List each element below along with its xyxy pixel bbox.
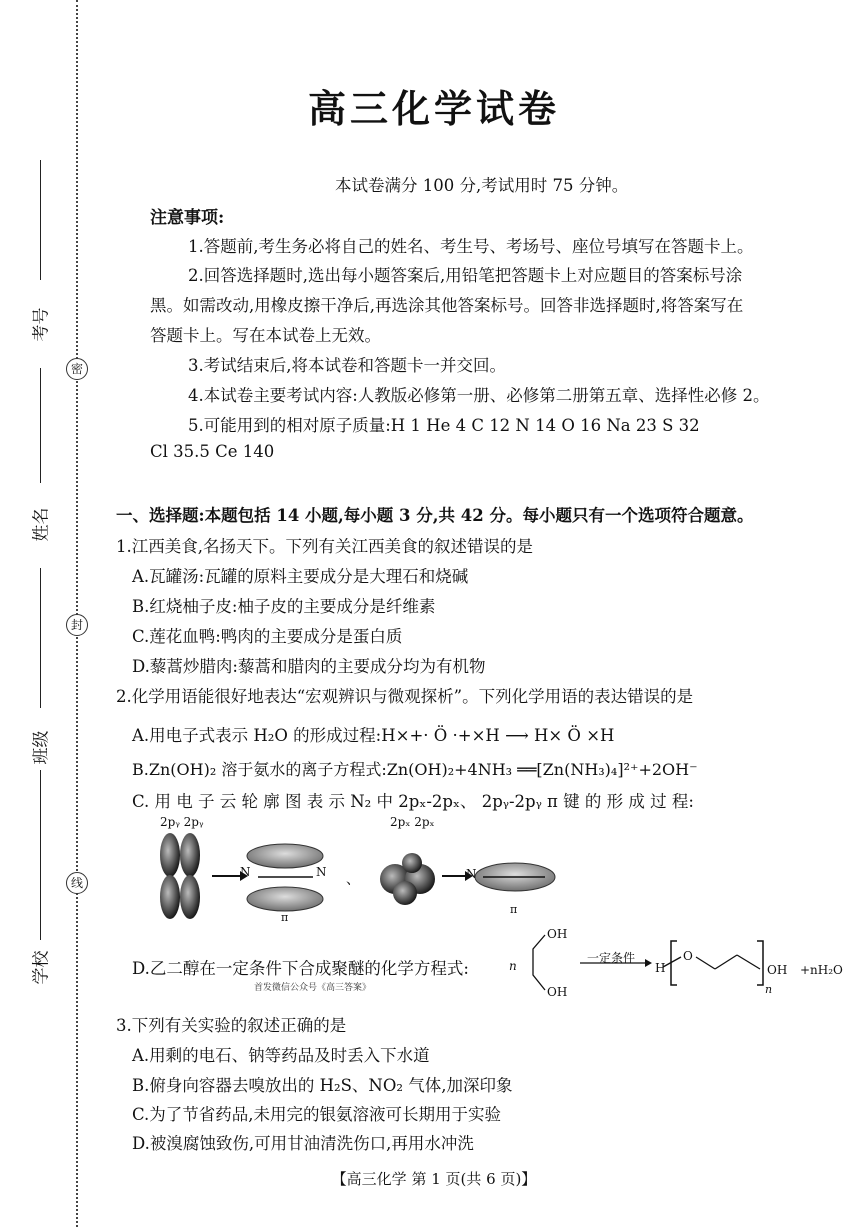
condition-label: 一定条件 [587,951,636,965]
oh-top: OH [547,927,568,941]
question-2-stem: 2.化学用语能很好地表达“宏观辨识与微观探析”。下列化学用语的表达错误的是 [116,687,694,706]
notice-line: 黑。如需改动,用橡皮擦干净后,再选涂其他答案标号。回答非选择题时,将答案写在 [150,296,744,315]
question-1-option: A.瓦罐汤:瓦罐的原料主要成分是大理石和烧碱 [132,567,469,586]
seal-xian: 线 [66,872,88,894]
question-2-option-d: D.乙二醇在一定条件下合成聚醚的化学方程式: [132,959,469,978]
seal-feng: 封 [66,614,88,636]
question-2-option-a: A.用电子式表示 H₂O 的形成过程:H×+· Ö ·+×H ⟶ H× Ö ×H [132,726,615,745]
notice-line: Cl 35.5 Ce 140 [150,442,275,461]
notice-line: 2.回答选择题时,选出每小题答案后,用铅笔把答题卡上对应题目的答案标号涂 [188,266,743,285]
orbital-figure [150,815,570,925]
question-1-option: B.红烧柚子皮:柚子皮的主要成分是纤维素 [132,597,436,616]
end-oh: OH [767,963,788,977]
coef-n: n [509,959,517,973]
class-label: 班级 [31,730,52,765]
n-label: N [240,865,251,879]
class-line[interactable] [40,568,41,708]
question-3-option: B.俯身向容器去嗅放出的 H₂S、NO₂ 气体,加深印象 [132,1076,513,1095]
notice-line: 5.可能用到的相对原子质量:H 1 He 4 C 12 N 14 O 16 Na 23 S 32 [188,416,700,435]
notice-line: 4.本试卷主要考试内容:人教版必修第一册、必修第二册第五章、选择性必修 2。 [188,386,770,405]
exam-number-line[interactable] [40,160,41,280]
ether-o: O [683,949,693,963]
pi-label: π [510,903,518,916]
subtitle: 本试卷满分 100 分,考试用时 75 分钟。 [335,176,629,195]
name-label: 姓名 [31,507,52,542]
question-2-option-c: C. 用 电 子 云 轮 廓 图 表 示 N₂ 中 2pₓ-2pₓ、 2pᵧ-2pᵧ π 键 的 形 成 过 程: [132,792,694,811]
end-h: H [655,961,666,975]
notice-line: 1.答题前,考生务必将自己的姓名、考生号、考场号、座位号填写在答题卡上。 [188,237,754,256]
oh-bottom: OH [547,985,568,999]
py-lobe [160,875,180,919]
orbital-diagram [150,831,570,926]
n-label: N [466,867,477,881]
question-1-option: D.藜蒿炒腊肉:藜蒿和腊肉的主要成分均为有机物 [132,657,486,676]
question-3-stem: 3.下列有关实验的叙述正确的是 [116,1016,347,1035]
notice-line: 答题卡上。写在本试卷上无效。 [150,326,381,345]
exam-number-label: 考号 [31,307,52,342]
label-2py: 2pᵧ 2pᵧ [160,815,204,829]
notice-heading: 注意事项: [150,208,225,228]
page-footer: 【高三化学 第 1 页(共 6 页)】 [331,1170,537,1188]
watermark: 首发微信公众号《高三答案》 [254,983,372,993]
py-lobe [180,875,200,919]
py-lobe [180,833,200,877]
question-1-option: C.莲花血鸭:鸭肉的主要成分是蛋白质 [132,627,403,646]
school-line[interactable] [40,770,41,940]
section-heading: 一、选择题:本题包括 14 小题,每小题 3 分,共 42 分。每小题只有一个选项符合题意。 [116,506,754,525]
question-3-option: C.为了节省药品,未用完的银氨溶液可长期用于实验 [132,1105,502,1124]
question-3-option: D.被溴腐蚀致伤,可用甘油清洗伤口,再用水冲洗 [132,1134,474,1153]
repeat-n: n [765,983,773,996]
seal-mi: 密 [66,358,88,380]
py-lobe [160,833,180,877]
question-2-option-b: B.Zn(OH)₂ 溶于氨水的离子方程式:Zn(OH)₂+4NH₃ ══[Zn(NH₃)₄]²⁺+2OH⁻ [132,760,698,779]
water-term: +nH₂O [800,963,843,977]
name-line[interactable] [40,368,41,483]
question-3-option: A.用剩的电石、钠等药品及时丢入下水道 [132,1046,430,1065]
notice-line: 3.考试结束后,将本试卷和答题卡一并交回。 [188,356,506,375]
separator: 、 [346,872,360,888]
polyether-equation [505,925,850,1000]
label-2px: 2pₓ 2pₓ [390,815,435,829]
n-label: N [316,865,327,879]
page-title: 高三化学试卷 [307,86,560,131]
school-label: 学校 [31,950,52,985]
pi-label: π [281,911,289,924]
binding-margin [0,0,110,1227]
question-1-stem: 1.江西美食,名扬天下。下列有关江西美食的叙述错误的是 [116,537,533,556]
